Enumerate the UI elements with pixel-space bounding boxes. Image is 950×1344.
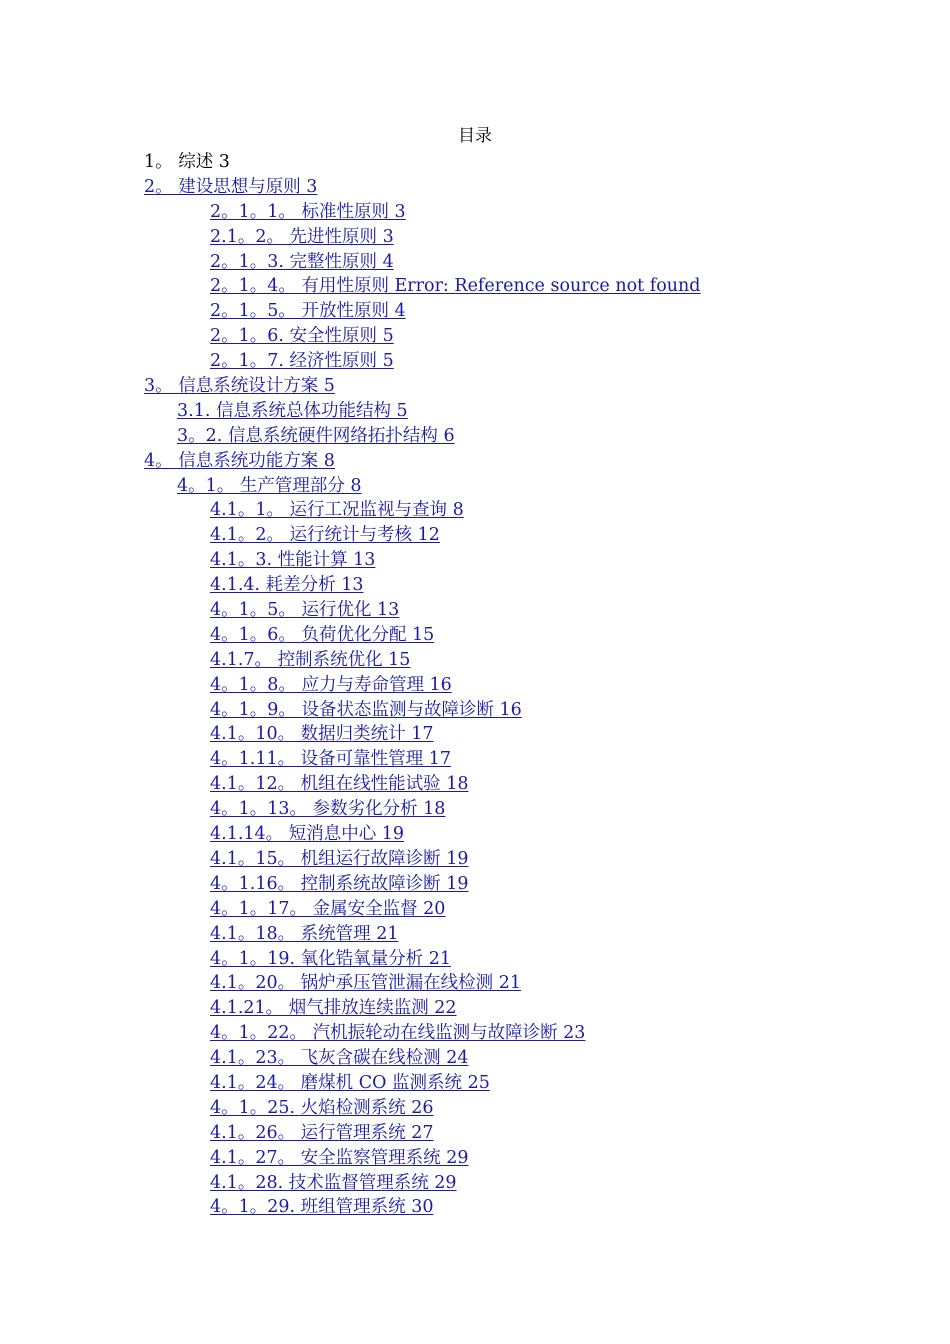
toc-entry[interactable]	[0, 176, 950, 201]
toc-entry-link[interactable]: 4。1。13。 参数劣化分析 18	[210, 799, 446, 820]
toc-entry[interactable]	[0, 1022, 950, 1047]
toc-entry[interactable]	[0, 499, 950, 524]
toc-entry-link[interactable]: 4.1。18。 系统管理 21	[210, 923, 399, 944]
toc-entry-link[interactable]: 4.1。2。 运行统计与考核 12	[210, 525, 440, 546]
toc-entry-link[interactable]: 2。1。5。 开放性原则 4	[210, 301, 406, 322]
toc-entry-link[interactable]: 4。1。8。 应力与寿命管理 16	[210, 674, 452, 695]
toc-entry-link[interactable]: 3。2. 信息系统硬件网络拓扑结构 6	[177, 425, 455, 446]
toc-entry[interactable]	[0, 674, 950, 699]
toc-entry-link[interactable]: 2。1。3. 完整性原则 4	[210, 251, 394, 272]
toc-entry-link[interactable]: 4。 信息系统功能方案 8	[144, 450, 335, 471]
toc-entry-link[interactable]: 4.1。1。 运行工况监视与查询 8	[210, 500, 464, 521]
toc-entry[interactable]	[0, 773, 950, 798]
toc-entry[interactable]	[0, 699, 950, 724]
toc-entry-link[interactable]: 4。1.16。 控制系统故障诊断 19	[210, 873, 469, 894]
toc-entry[interactable]	[0, 1097, 950, 1122]
toc-entry-link[interactable]: 4.1.4. 耗差分析 13	[210, 575, 364, 596]
toc-entry-link[interactable]: 4.1。26。 运行管理系统 27	[210, 1122, 434, 1143]
toc-entry[interactable]	[0, 873, 950, 898]
toc-entry-link[interactable]: 2。1。4。 有用性原则 Error: Reference source not found	[210, 276, 701, 297]
toc-entry[interactable]	[0, 748, 950, 773]
toc-entry-link[interactable]: 4.1。3. 性能计算 13	[210, 550, 376, 571]
toc-entry-link[interactable]: 2。1。6. 安全性原则 5	[210, 326, 394, 347]
toc-entry[interactable]	[0, 251, 950, 276]
toc-entry-link[interactable]: 2。1。1。 标准性原则 3	[210, 201, 406, 222]
toc-entry[interactable]	[0, 425, 950, 450]
toc-entry[interactable]	[0, 624, 950, 649]
toc-entry[interactable]	[0, 1122, 950, 1147]
toc-entry[interactable]	[0, 798, 950, 823]
toc-entry-link[interactable]: 4。1。9。 设备状态监测与故障诊断 16	[210, 699, 522, 720]
toc-entry[interactable]	[0, 226, 950, 251]
toc-entry[interactable]	[0, 549, 950, 574]
toc-entry[interactable]	[0, 649, 950, 674]
toc-entry[interactable]	[0, 350, 950, 375]
toc-entry[interactable]	[0, 972, 950, 997]
toc-entry-link[interactable]: 4。1。29. 班组管理系统 30	[210, 1197, 434, 1218]
toc-entry-link[interactable]: 4。1。6。 负荷优化分配 15	[210, 624, 435, 645]
toc-entry[interactable]	[0, 898, 950, 923]
toc-entry-link[interactable]: 2。1。7. 经济性原则 5	[210, 351, 394, 372]
toc-entry-link[interactable]: 4.1。12。 机组在线性能试验 18	[210, 774, 469, 795]
toc-entry[interactable]	[0, 948, 950, 973]
toc-entry[interactable]	[0, 997, 950, 1022]
toc-entry[interactable]	[0, 574, 950, 599]
toc-entry-link[interactable]: 4。1。 生产管理部分 8	[177, 475, 362, 496]
toc-entry[interactable]	[0, 475, 950, 500]
toc-entry-link[interactable]: 4.1。23。 飞灰含碳在线检测 24	[210, 1048, 469, 1069]
toc-entry-link[interactable]: 4.1。15。 机组运行故障诊断 19	[210, 848, 469, 869]
table-of-contents	[0, 151, 950, 1221]
toc-entry[interactable]	[0, 1196, 950, 1221]
toc-entry[interactable]	[0, 325, 950, 350]
toc-entry[interactable]	[0, 450, 950, 475]
toc-entry-link[interactable]: 4.1。27。 安全监察管理系统 29	[210, 1147, 469, 1168]
toc-entry-link[interactable]: 4.1。24。 磨煤机 CO 监测系统 25	[210, 1072, 490, 1093]
toc-entry-link[interactable]: 3。 信息系统设计方案 5	[144, 376, 335, 397]
toc-entry-link[interactable]: 4。1。19. 氧化锆氧量分析 21	[210, 948, 451, 969]
toc-entry-link[interactable]: 4.1.14。 短消息中心 19	[210, 824, 405, 845]
toc-entry[interactable]	[0, 1147, 950, 1172]
toc-entry	[0, 151, 950, 176]
toc-entry[interactable]	[0, 300, 950, 325]
toc-entry[interactable]	[0, 1047, 950, 1072]
toc-entry[interactable]	[0, 923, 950, 948]
toc-entry[interactable]	[0, 1072, 950, 1097]
toc-entry-link[interactable]: 4。1。25. 火焰检测系统 26	[210, 1097, 434, 1118]
toc-entry[interactable]	[0, 524, 950, 549]
toc-entry-link[interactable]: 4.1。10。 数据归类统计 17	[210, 724, 434, 745]
toc-entry-link[interactable]: 3.1. 信息系统总体功能结构 5	[177, 400, 408, 421]
toc-entry-link[interactable]: 4。1。17。 金属安全监督 20	[210, 898, 446, 919]
toc-entry-link[interactable]: 4。1。5。 运行优化 13	[210, 600, 400, 621]
toc-entry-link[interactable]: 2.1。2。 先进性原则 3	[210, 226, 394, 247]
toc-entry-link[interactable]: 4.1.7。 控制系统优化 15	[210, 649, 411, 670]
toc-entry-link[interactable]: 4.1。20。 锅炉承压管泄漏在线检测 21	[210, 973, 521, 994]
toc-entry-link[interactable]: 4.1.21。 烟气排放连续监测 22	[210, 998, 457, 1019]
toc-entry[interactable]	[0, 400, 950, 425]
toc-entry-link[interactable]: 2。 建设思想与原则 3	[144, 176, 318, 197]
toc-title: 目录	[458, 126, 492, 146]
toc-entry-link[interactable]: 4。1。22。 汽机振轮动在线监测与故障诊断 23	[210, 1023, 586, 1044]
toc-entry[interactable]	[0, 1172, 950, 1197]
toc-entry[interactable]	[0, 275, 950, 300]
toc-entry[interactable]	[0, 599, 950, 624]
toc-entry[interactable]	[0, 848, 950, 873]
toc-entry[interactable]	[0, 823, 950, 848]
toc-entry[interactable]	[0, 201, 950, 226]
toc-entry-text: 1。 综述 3	[144, 152, 230, 172]
toc-entry[interactable]	[0, 375, 950, 400]
toc-entry-link[interactable]: 4。1.11。 设备可靠性管理 17	[210, 749, 451, 770]
toc-entry-link[interactable]: 4.1。28. 技术监督管理系统 29	[210, 1172, 457, 1193]
toc-entry[interactable]	[0, 723, 950, 748]
